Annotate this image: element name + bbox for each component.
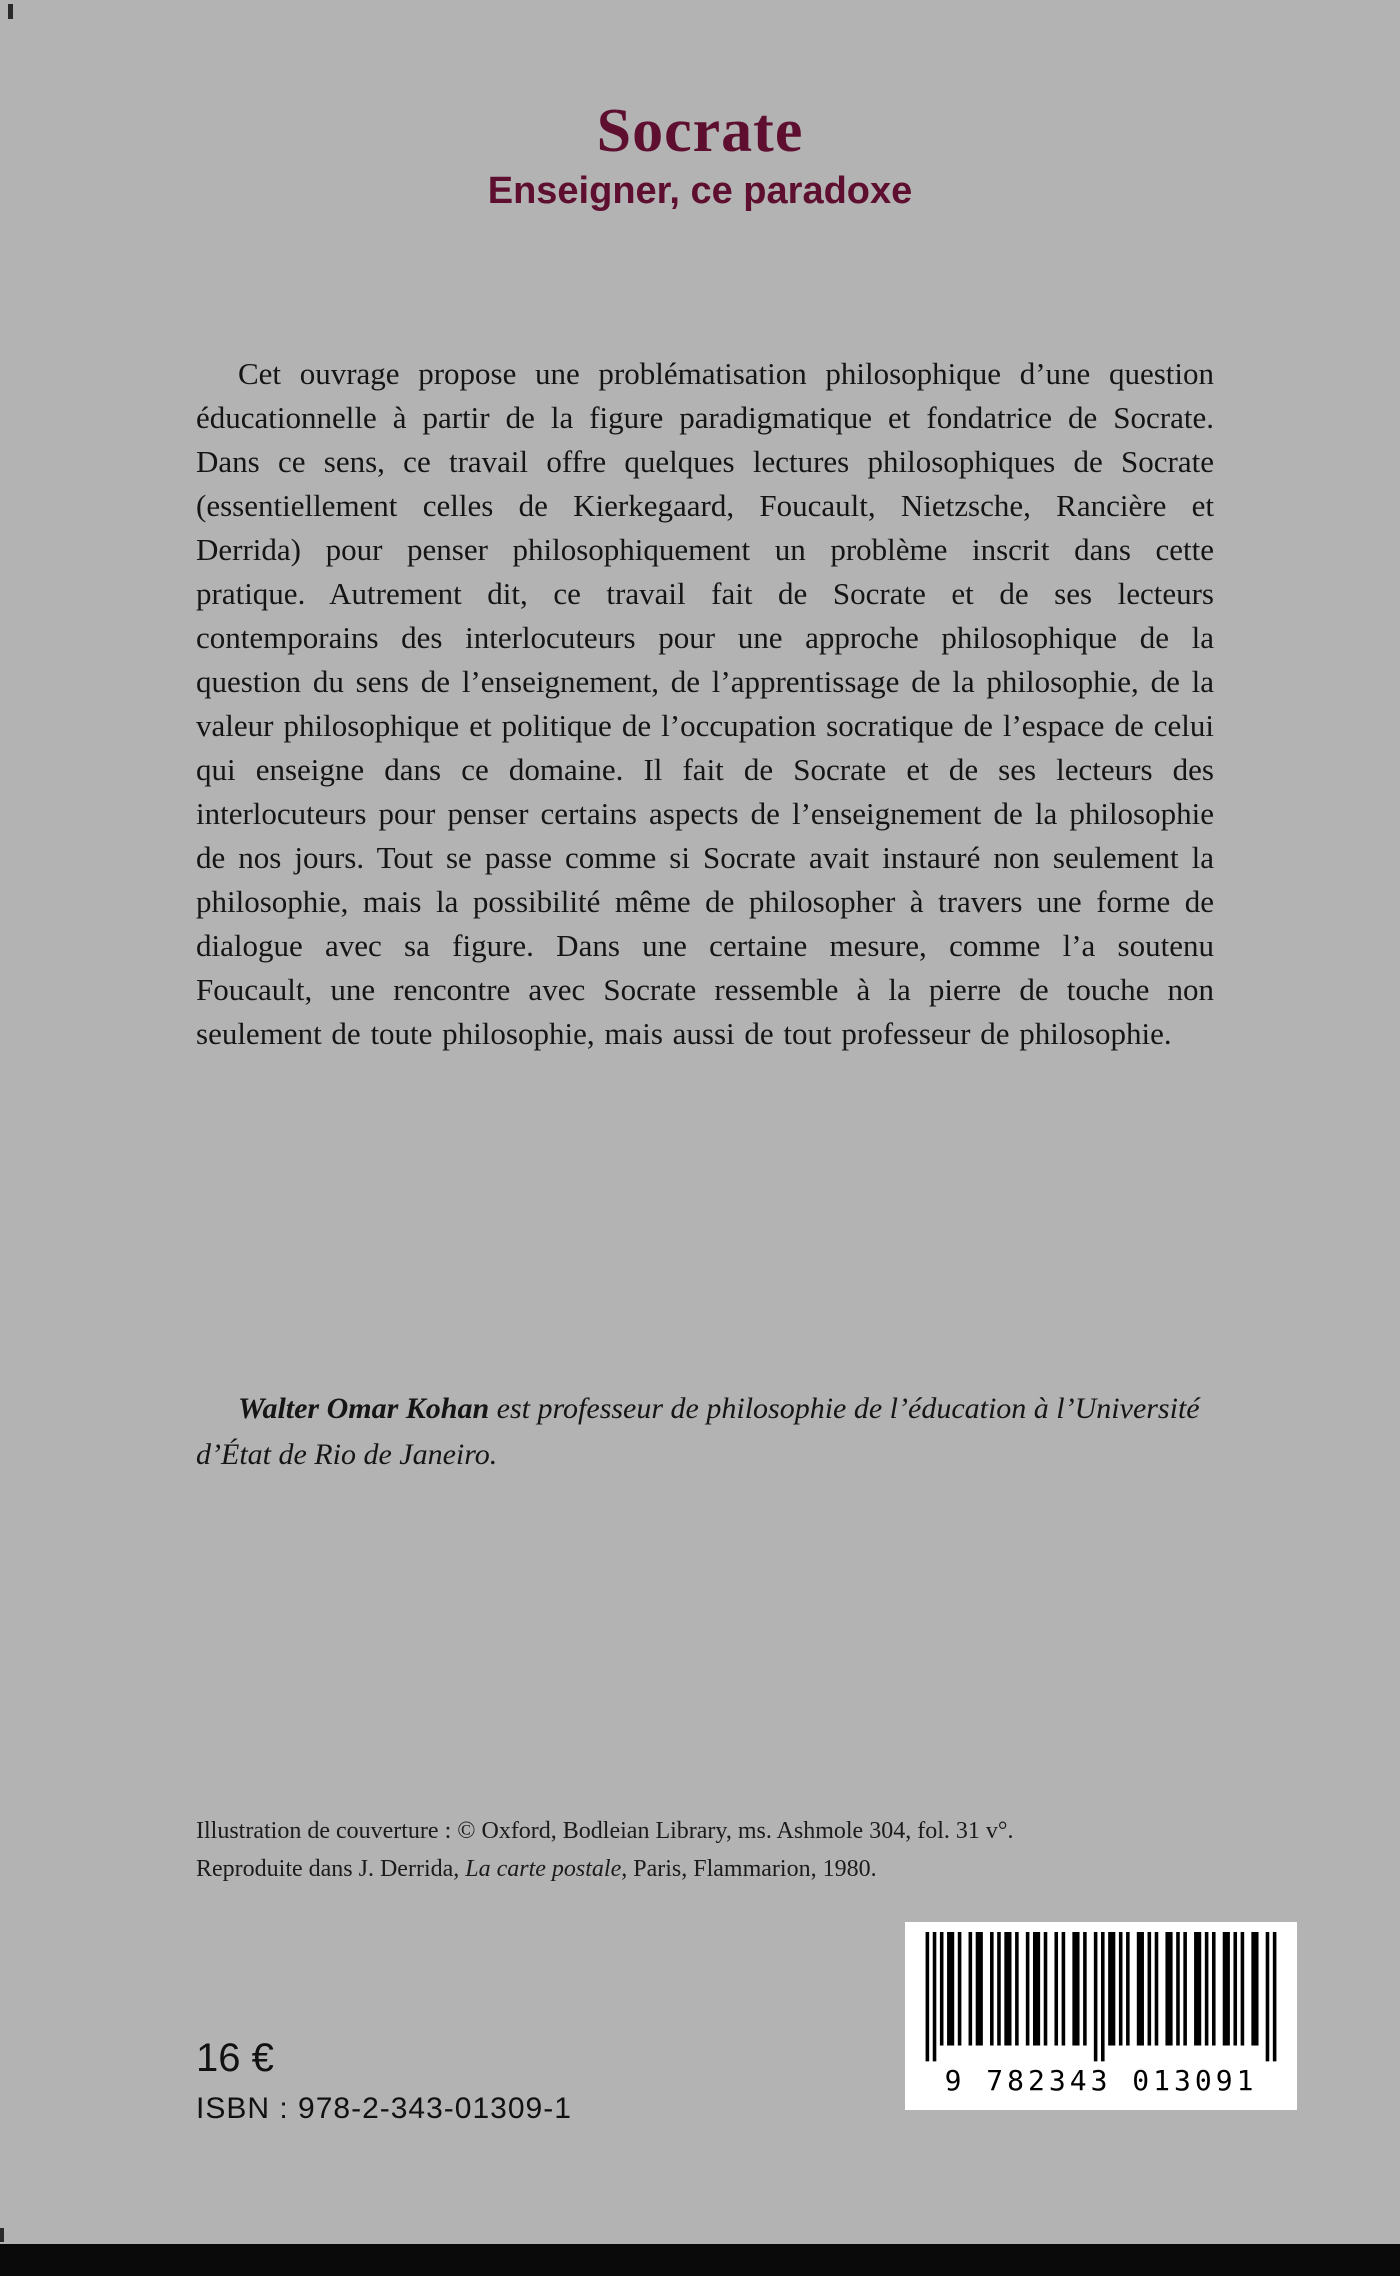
author-name: Walter Omar Kohan (238, 1392, 490, 1425)
barcode-digits: 9 782343 013091 (944, 2064, 1258, 2097)
credit-line-1: Illustration de couverture : © Oxford, Bodleian Library, ms. Ashmole 304, fol. 31 v°. (196, 1818, 1014, 1844)
illustration-credit (196, 1812, 1214, 1888)
scan-artifact-top-left (8, 4, 13, 19)
isbn-label: ISBN : 978-2-343-01309-1 (196, 2092, 572, 2125)
scan-artifact-bottom-left (0, 2228, 4, 2242)
ean-barcode (905, 1922, 1297, 2110)
synopsis-paragraph: Cet ouvrage propose une problématisation philosophique d’une question éducationnelle à partir de la figure paradigmatique et fondatrice de Socrate. Dans ce sens, ce travail offre quelques lectures philosophiques de Socrate (essentiellement celles de Kierkegaard, Foucault, Nietzsche, Rancière et Derrida) pour penser philosophiquement un problème inscrit dans cette pratique. Autrement dit, ce travail fait de Socrate et de ses lecteurs contemporains des interlocuteurs pour une approche philosophique de la question du sens de l’enseignement, de l’apprentissage de la philosophie, de la valeur philosophique et politique de l’occupation socratique de l’espace de celui qui enseigne dans ce domaine. Il fait de Socrate et de ses lecteurs des interlocuteurs pour penser certains aspects de l’enseignement de la philosophie de nos jours. Tout se passe comme si Socrate avait instauré non seulement la philosophie, mais la possibilité même de philosopher à travers une forme de dialogue avec sa figure. Dans une certaine mesure, comme l’a soutenu Foucault, une rencontre avec Socrate ressemble à la pierre de touche non seulement de toute philosophie, mais aussi de tout professeur de philosophie. (196, 356, 1214, 1051)
barcode-bars-graphic (922, 1932, 1280, 2064)
author-bio-text: est professeur de philosophie de l’éducation à l’Université d’État de Rio de Janeiro. (196, 1392, 1200, 1471)
book-title: Socrate (596, 97, 804, 165)
credit-line-2-suffix: , Paris, Flammarion, 1980. (621, 1856, 877, 1882)
book-subtitle: Enseigner, ce paradoxe (487, 170, 913, 212)
price-label: 16 € (196, 2036, 274, 2080)
scan-edge-strip (0, 2244, 1400, 2276)
credit-line-2-prefix: Reproduite dans J. Derrida, (196, 1856, 466, 1882)
author-bio (196, 1386, 1214, 1478)
credit-work-title: La carte postale (465, 1856, 622, 1882)
credit-line-2 (196, 1850, 1214, 1888)
